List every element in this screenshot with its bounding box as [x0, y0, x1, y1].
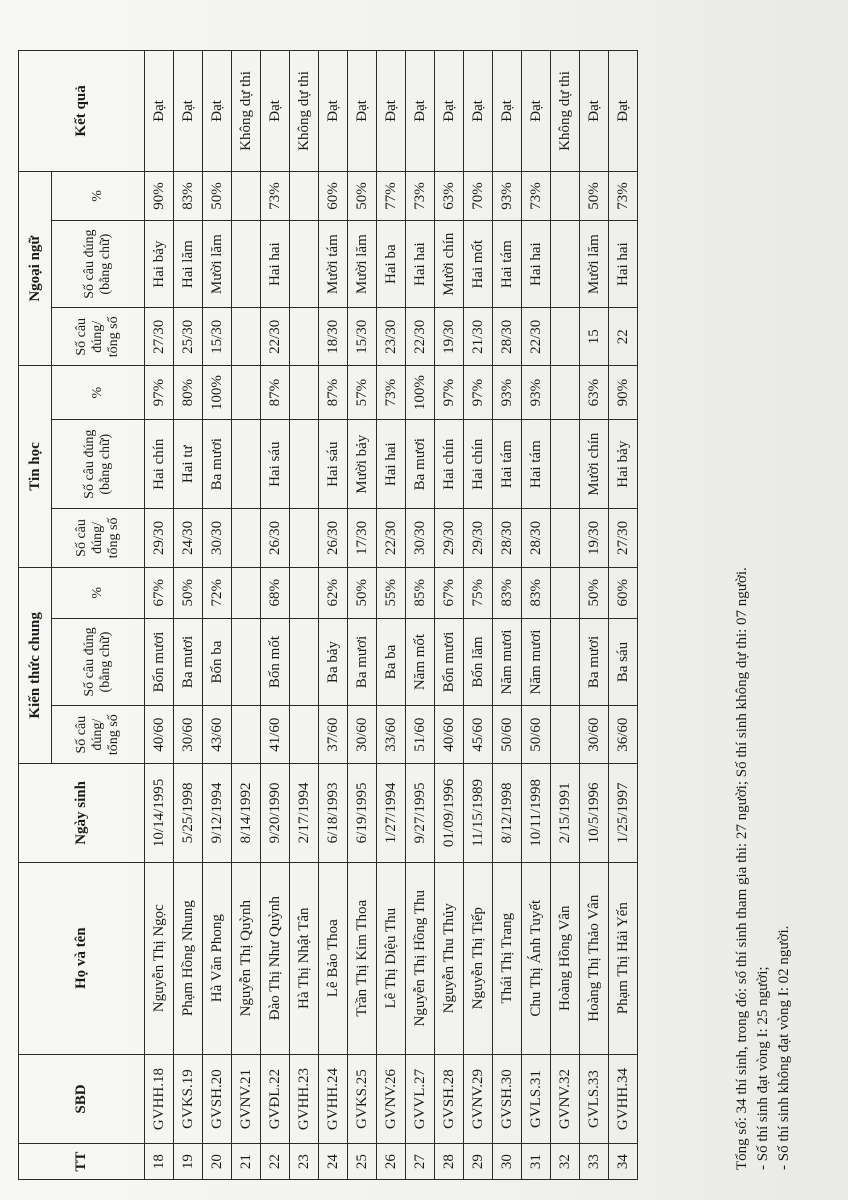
birth-date: 11/15/1989 — [464, 764, 493, 862]
language-percent — [232, 171, 261, 220]
informatics-percent: 87% — [319, 366, 348, 420]
subheader-correct-total: Số câu đúng/ tổng số — [52, 509, 145, 567]
language-percent: 73% — [261, 171, 290, 220]
informatics-percent: 73% — [377, 366, 406, 420]
language-correct-total: 19/30 — [435, 308, 464, 366]
candidate-name: Chu Thị Ánh Tuyết — [522, 862, 551, 1054]
informatics-correct-words: Hai tám — [522, 420, 551, 509]
informatics-correct-words: Mười chín — [580, 420, 609, 509]
birth-date: 5/25/1998 — [174, 764, 203, 862]
result-cell: Đạt — [493, 51, 522, 172]
birth-date: 10/14/1995 — [145, 764, 174, 862]
language-correct-total: 15/30 — [348, 308, 377, 366]
informatics-correct-total: 29/30 — [145, 509, 174, 567]
language-correct-words: Hai ba — [377, 221, 406, 308]
language-correct-words: Hai hai — [522, 221, 551, 308]
language-percent: 63% — [435, 171, 464, 220]
candidate-id: GVKS.19 — [174, 1054, 203, 1143]
table-row — [319, 51, 348, 1180]
informatics-correct-total — [232, 509, 261, 567]
subheader-percent: % — [52, 366, 145, 420]
birth-date: 9/12/1994 — [203, 764, 232, 862]
row-number: 33 — [580, 1144, 609, 1180]
row-number: 25 — [348, 1144, 377, 1180]
result-cell: Đạt — [261, 51, 290, 172]
informatics-correct-total: 26/30 — [319, 509, 348, 567]
general-correct-total: 30/60 — [348, 706, 377, 764]
row-number: 28 — [435, 1144, 464, 1180]
informatics-correct-words: Hai chín — [145, 420, 174, 509]
informatics-percent: 97% — [145, 366, 174, 420]
language-correct-words: Mười lăm — [203, 221, 232, 308]
informatics-correct-words — [290, 420, 319, 509]
informatics-correct-words — [551, 420, 580, 509]
table-row — [435, 51, 464, 1180]
informatics-correct-total: 28/30 — [493, 509, 522, 567]
language-correct-total: 22/30 — [522, 308, 551, 366]
general-percent: 75% — [464, 567, 493, 618]
language-correct-words: Mười lăm — [580, 221, 609, 308]
candidate-id: GVĐL.22 — [261, 1054, 290, 1143]
candidate-id: GVNV.29 — [464, 1054, 493, 1143]
header-general-knowledge: Kiến thức chung — [19, 567, 52, 764]
row-number: 32 — [551, 1144, 580, 1180]
general-correct-total: 40/60 — [145, 706, 174, 764]
general-correct-total: 33/60 — [377, 706, 406, 764]
candidate-name: Đào Thị Như Quỳnh — [261, 862, 290, 1054]
language-percent: 73% — [522, 171, 551, 220]
candidate-id: GVNV.21 — [232, 1054, 261, 1143]
general-percent: 50% — [348, 567, 377, 618]
candidate-id: GVSH.30 — [493, 1054, 522, 1143]
language-correct-words: Hai hai — [261, 221, 290, 308]
general-correct-total: 50/60 — [493, 706, 522, 764]
table-body — [145, 51, 638, 1180]
header-dob: Ngày sinh — [19, 764, 145, 862]
candidate-name: Nguyễn Thị Hồng Thu — [406, 862, 435, 1054]
language-percent: 73% — [406, 171, 435, 220]
result-cell: Đạt — [406, 51, 435, 172]
informatics-correct-words: Hai bảy — [609, 420, 638, 509]
informatics-correct-words: Hai sáu — [319, 420, 348, 509]
informatics-correct-words: Hai sáu — [261, 420, 290, 509]
result-cell: Đạt — [580, 51, 609, 172]
general-percent: 68% — [261, 567, 290, 618]
table-row — [551, 51, 580, 1180]
subheader-correct-words: Số câu đúng (bằng chữ) — [52, 420, 145, 509]
row-number: 34 — [609, 1144, 638, 1180]
general-percent: 55% — [377, 567, 406, 618]
language-correct-words: Hai hai — [609, 221, 638, 308]
language-correct-total: 25/30 — [174, 308, 203, 366]
language-correct-words: Hai tám — [493, 221, 522, 308]
general-percent: 72% — [203, 567, 232, 618]
language-correct-total: 15 — [580, 308, 609, 366]
language-percent — [290, 171, 319, 220]
row-number: 27 — [406, 1144, 435, 1180]
informatics-correct-total: 17/30 — [348, 509, 377, 567]
general-correct-words — [290, 618, 319, 705]
candidate-name: Nguyễn Thị Tiếp — [464, 862, 493, 1054]
row-number: 30 — [493, 1144, 522, 1180]
general-correct-words: Ba mươi — [580, 618, 609, 705]
general-percent: 85% — [406, 567, 435, 618]
subheader-correct-words: Số câu đúng (bằng chữ) — [52, 221, 145, 308]
result-cell: Đạt — [522, 51, 551, 172]
informatics-percent: 93% — [522, 366, 551, 420]
results-table — [18, 50, 638, 1180]
candidate-name: Lê Thị Diệu Thu — [377, 862, 406, 1054]
result-cell: Đạt — [377, 51, 406, 172]
subheader-percent: % — [52, 567, 145, 618]
general-correct-words: Bốn mươi — [435, 618, 464, 705]
informatics-percent: 57% — [348, 366, 377, 420]
candidate-name: Nguyễn Thị Ngọc — [145, 862, 174, 1054]
birth-date: 01/09/1996 — [435, 764, 464, 862]
header-foreign-language: Ngoại ngữ — [19, 171, 52, 365]
result-cell: Đạt — [609, 51, 638, 172]
language-percent: 73% — [609, 171, 638, 220]
language-correct-total: 22 — [609, 308, 638, 366]
language-correct-words — [551, 221, 580, 308]
result-cell: Đạt — [174, 51, 203, 172]
row-number: 26 — [377, 1144, 406, 1180]
summary-footer — [732, 567, 795, 1170]
birth-date: 6/19/1995 — [348, 764, 377, 862]
summary-passed: - Số thí sinh đạt vòng I: 25 người; — [755, 966, 771, 1170]
candidate-id: GVHH.24 — [319, 1054, 348, 1143]
table-row — [261, 51, 290, 1180]
birth-date: 6/18/1993 — [319, 764, 348, 862]
language-correct-words: Mười chín — [435, 221, 464, 308]
general-correct-words: Năm mươi — [493, 618, 522, 705]
row-number: 24 — [319, 1144, 348, 1180]
informatics-correct-total — [551, 509, 580, 567]
informatics-correct-words: Hai hai — [377, 420, 406, 509]
candidate-name: Phạm Hồng Nhung — [174, 862, 203, 1054]
language-correct-words: Hai lăm — [174, 221, 203, 308]
language-correct-total — [551, 308, 580, 366]
birth-date: 2/17/1994 — [290, 764, 319, 862]
birth-date: 2/15/1991 — [551, 764, 580, 862]
result-cell: Đạt — [464, 51, 493, 172]
informatics-percent: 93% — [493, 366, 522, 420]
header-result: Kết quả — [19, 51, 145, 172]
table-row — [406, 51, 435, 1180]
language-percent: 50% — [348, 171, 377, 220]
table-row — [203, 51, 232, 1180]
informatics-correct-total: 27/30 — [609, 509, 638, 567]
birth-date: 1/27/1994 — [377, 764, 406, 862]
informatics-correct-total: 30/30 — [406, 509, 435, 567]
general-correct-total: 30/60 — [174, 706, 203, 764]
language-correct-total: 22/30 — [406, 308, 435, 366]
candidate-name: Nguyễn Thu Thủy — [435, 862, 464, 1054]
general-correct-words — [551, 618, 580, 705]
header-sbd: SBD — [19, 1054, 145, 1143]
candidate-name: Nguyễn Thị Quỳnh — [232, 862, 261, 1054]
table-row — [348, 51, 377, 1180]
informatics-percent — [551, 366, 580, 420]
informatics-correct-words: Hai chín — [435, 420, 464, 509]
informatics-correct-words: Hai tư — [174, 420, 203, 509]
birth-date: 8/14/1992 — [232, 764, 261, 862]
general-correct-total: 41/60 — [261, 706, 290, 764]
result-cell: Đạt — [319, 51, 348, 172]
summary-total: Tổng số: 34 thí sinh, trong đó: số thí sinh tham gia thi: 27 người; Số thí sinh không dự thi: 07 người. — [734, 567, 750, 1170]
informatics-correct-total: 24/30 — [174, 509, 203, 567]
birth-date: 9/27/1995 — [406, 764, 435, 862]
informatics-correct-words: Mười bảy — [348, 420, 377, 509]
language-percent: 60% — [319, 171, 348, 220]
language-correct-total — [290, 308, 319, 366]
general-correct-total: 51/60 — [406, 706, 435, 764]
general-percent: 50% — [174, 567, 203, 618]
general-percent: 67% — [435, 567, 464, 618]
general-correct-total: 30/60 — [580, 706, 609, 764]
informatics-percent: 100% — [203, 366, 232, 420]
table-row — [464, 51, 493, 1180]
row-number: 20 — [203, 1144, 232, 1180]
informatics-percent: 90% — [609, 366, 638, 420]
general-correct-total — [290, 706, 319, 764]
summary-failed: - Số thí sinh không đạt vòng I: 02 người. — [776, 925, 792, 1170]
table-row — [493, 51, 522, 1180]
row-number: 31 — [522, 1144, 551, 1180]
candidate-id: GVNV.26 — [377, 1054, 406, 1143]
informatics-correct-total: 28/30 — [522, 509, 551, 567]
language-correct-words: Hai mốt — [464, 221, 493, 308]
table-row — [377, 51, 406, 1180]
language-correct-total: 22/30 — [261, 308, 290, 366]
informatics-correct-total: 22/30 — [377, 509, 406, 567]
language-correct-total: 18/30 — [319, 308, 348, 366]
language-correct-words — [290, 221, 319, 308]
language-percent: 77% — [377, 171, 406, 220]
header-name: Họ và tên — [19, 862, 145, 1054]
result-cell: Không dự thi — [551, 51, 580, 172]
general-correct-total: 50/60 — [522, 706, 551, 764]
informatics-percent — [232, 366, 261, 420]
general-percent — [290, 567, 319, 618]
language-percent: 90% — [145, 171, 174, 220]
birth-date: 8/12/1998 — [493, 764, 522, 862]
general-correct-words: Bốn mươi — [145, 618, 174, 705]
header-tt: TT — [19, 1144, 145, 1180]
language-correct-total: 23/30 — [377, 308, 406, 366]
language-percent: 50% — [203, 171, 232, 220]
candidate-name: Hà Văn Phong — [203, 862, 232, 1054]
birth-date: 9/20/1990 — [261, 764, 290, 862]
result-cell: Đạt — [435, 51, 464, 172]
subheader-correct-total: Số câu đúng/ tổng số — [52, 706, 145, 764]
general-correct-total: 43/60 — [203, 706, 232, 764]
informatics-percent: 97% — [464, 366, 493, 420]
general-correct-words: Ba bảy — [319, 618, 348, 705]
informatics-correct-total: 19/30 — [580, 509, 609, 567]
general-percent: 83% — [493, 567, 522, 618]
informatics-percent: 97% — [435, 366, 464, 420]
candidate-id: GVNV.32 — [551, 1054, 580, 1143]
language-correct-words: Mười lăm — [348, 221, 377, 308]
header-row-1 — [19, 51, 52, 1180]
language-percent: 50% — [580, 171, 609, 220]
row-number: 21 — [232, 1144, 261, 1180]
general-correct-words: Năm mốt — [406, 618, 435, 705]
general-correct-words: Bốn lăm — [464, 618, 493, 705]
birth-date: 10/11/1998 — [522, 764, 551, 862]
language-correct-words: Hai bảy — [145, 221, 174, 308]
table-row — [580, 51, 609, 1180]
subheader-percent: % — [52, 171, 145, 220]
table-row — [232, 51, 261, 1180]
candidate-name: Hoàng Hồng Vân — [551, 862, 580, 1054]
informatics-correct-words — [232, 420, 261, 509]
result-cell: Đạt — [203, 51, 232, 172]
language-percent — [551, 171, 580, 220]
language-correct-words: Mười tám — [319, 221, 348, 308]
language-correct-total: 15/30 — [203, 308, 232, 366]
candidate-id: GVSH.20 — [203, 1054, 232, 1143]
result-cell: Không dự thi — [290, 51, 319, 172]
informatics-correct-words: Ba mươi — [203, 420, 232, 509]
birth-date: 10/5/1996 — [580, 764, 609, 862]
general-percent — [551, 567, 580, 618]
table-row — [522, 51, 551, 1180]
general-correct-total: 37/60 — [319, 706, 348, 764]
candidate-id: GVVL.27 — [406, 1054, 435, 1143]
result-cell: Không dự thi — [232, 51, 261, 172]
candidate-name: Trần Thị Kim Thoa — [348, 862, 377, 1054]
language-correct-words: Hai hai — [406, 221, 435, 308]
general-correct-total: 40/60 — [435, 706, 464, 764]
informatics-correct-words: Hai tám — [493, 420, 522, 509]
table-row — [290, 51, 319, 1180]
general-correct-words — [232, 618, 261, 705]
candidate-id: GVLS.33 — [580, 1054, 609, 1143]
general-correct-total — [551, 706, 580, 764]
general-correct-words: Ba sáu — [609, 618, 638, 705]
general-correct-words: Bốn ba — [203, 618, 232, 705]
candidate-id: GVHH.18 — [145, 1054, 174, 1143]
informatics-percent: 100% — [406, 366, 435, 420]
language-correct-total: 28/30 — [493, 308, 522, 366]
row-number: 22 — [261, 1144, 290, 1180]
informatics-correct-words: Ba mươi — [406, 420, 435, 509]
candidate-name: Lê Bảo Thoa — [319, 862, 348, 1054]
candidate-name: Thái Thị Trang — [493, 862, 522, 1054]
general-correct-total — [232, 706, 261, 764]
result-cell: Đạt — [145, 51, 174, 172]
general-percent — [232, 567, 261, 618]
birth-date: 1/25/1997 — [609, 764, 638, 862]
language-percent: 70% — [464, 171, 493, 220]
language-correct-words — [232, 221, 261, 308]
general-correct-total: 45/60 — [464, 706, 493, 764]
candidate-id: GVSH.28 — [435, 1054, 464, 1143]
subheader-correct-total: Số câu đúng/ tổng số — [52, 308, 145, 366]
candidate-id: GVLS.31 — [522, 1054, 551, 1143]
general-percent: 50% — [580, 567, 609, 618]
candidate-id: GVHH.34 — [609, 1054, 638, 1143]
result-cell: Đạt — [348, 51, 377, 172]
informatics-percent: 87% — [261, 366, 290, 420]
table-row — [609, 51, 638, 1180]
table-row — [145, 51, 174, 1180]
general-correct-words: Năm mươi — [522, 618, 551, 705]
general-correct-words: Ba mươi — [348, 618, 377, 705]
informatics-percent — [290, 366, 319, 420]
general-percent: 60% — [609, 567, 638, 618]
informatics-correct-words: Hai chín — [464, 420, 493, 509]
candidate-name: Hà Thị Nhật Tân — [290, 862, 319, 1054]
informatics-correct-total: 29/30 — [435, 509, 464, 567]
general-correct-words: Ba ba — [377, 618, 406, 705]
general-correct-total: 36/60 — [609, 706, 638, 764]
general-percent: 67% — [145, 567, 174, 618]
informatics-percent: 63% — [580, 366, 609, 420]
candidate-id: GVKS.25 — [348, 1054, 377, 1143]
informatics-correct-total: 29/30 — [464, 509, 493, 567]
row-number: 23 — [290, 1144, 319, 1180]
row-number: 19 — [174, 1144, 203, 1180]
row-number: 29 — [464, 1144, 493, 1180]
subheader-correct-words: Số câu đúng (bằng chữ) — [52, 618, 145, 705]
informatics-correct-total — [290, 509, 319, 567]
header-informatics: Tin học — [19, 366, 52, 567]
row-number: 18 — [145, 1144, 174, 1180]
language-percent: 93% — [493, 171, 522, 220]
language-correct-total — [232, 308, 261, 366]
candidate-name: Hoàng Thị Thảo Vân — [580, 862, 609, 1054]
general-correct-words: Ba mươi — [174, 618, 203, 705]
general-percent: 62% — [319, 567, 348, 618]
informatics-percent: 80% — [174, 366, 203, 420]
candidate-name: Phạm Thị Hải Yến — [609, 862, 638, 1054]
language-correct-total: 27/30 — [145, 308, 174, 366]
language-correct-total: 21/30 — [464, 308, 493, 366]
language-percent: 83% — [174, 171, 203, 220]
informatics-correct-total: 30/30 — [203, 509, 232, 567]
candidate-id: GVHH.23 — [290, 1054, 319, 1143]
table-row — [174, 51, 203, 1180]
general-correct-words: Bốn mốt — [261, 618, 290, 705]
general-percent: 83% — [522, 567, 551, 618]
informatics-correct-total: 26/30 — [261, 509, 290, 567]
